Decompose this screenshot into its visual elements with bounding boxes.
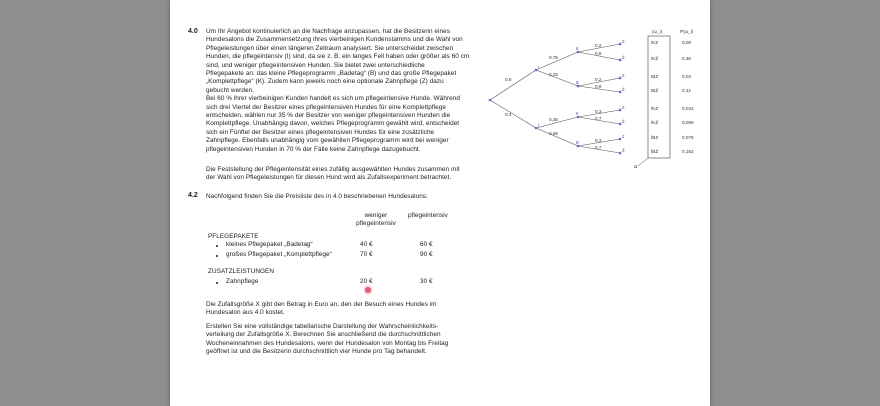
text-line: Zahnpflege. Ebenfalls unabhängig vom gewählten Pflegeprogramm wird bei weniger <box>206 137 449 145</box>
text-line: Hundesalon aus 4.0 kostet. <box>206 309 285 317</box>
text-line: sich drei Viertel der Besitzer eines pflegeintensiven Hundes für eine Komplettpflege <box>206 103 446 111</box>
leaf-tag: Z <box>622 134 625 139</box>
branch-prob-level-2: 0,75 <box>549 55 558 60</box>
tree-node <box>577 51 580 54</box>
text-line: pflegeintensiven Hunden in 70 % der Fälle keine Zahnpflege dazugebucht. <box>206 145 421 153</box>
leaf-tag: Z <box>622 73 625 78</box>
section-number-4-2: 4.2 <box>188 192 198 199</box>
tree-node <box>577 145 580 148</box>
section-number-4-0: 4.0 <box>188 28 198 35</box>
leaf-tag: Z̄ <box>622 87 625 92</box>
text-line: sind, und weniger pflegeintensiven Hunden. Sie bietet zwei unterschiedliche <box>206 61 425 69</box>
document-page <box>170 0 710 406</box>
text-line: Die Feststellung der Pflegeintensität eines zufällig ausgewählten Hundes zusammen mit <box>206 166 460 173</box>
text-line: Erstellen Sie eine vollständige tabellarische Darstellung der Wahrscheinlichkeits- <box>206 323 439 330</box>
outcome-probability: 0,09 <box>682 40 691 45</box>
tree-node <box>619 109 622 112</box>
tree-node <box>619 59 622 62</box>
item-zahnpflege-price-intensive: 30 € <box>420 278 433 285</box>
outcome-probability: 0,078 <box>682 135 694 140</box>
tree-node <box>577 116 580 119</box>
node-tag-level-2: K <box>576 46 579 51</box>
branch-prob-level-1: 0,6 <box>505 77 512 82</box>
branch-prob-level-2: 0,65 <box>549 131 558 136</box>
item-badetag-price-intensive: 60 € <box>420 241 433 248</box>
section-4-2-intro: Nachfolgend finden Sie die Preisliste des in 4.0 beschriebenen Hundesalons: <box>206 193 428 200</box>
text-line: geöffnet ist und die Besitzerin durchschnittlich vier Hunde pro Tag behandelt. <box>206 348 427 356</box>
branch-prob-level-2: 0,35 <box>549 116 558 122</box>
col-header-intensive: pflegeintensiv <box>408 212 448 219</box>
leaf-tag: Z <box>622 39 625 44</box>
tree-node <box>619 43 622 46</box>
text-line: Pflegepakete an: das kleine Pflegeprogramm „Badetag“ (B) und das große Pflegepaket <box>206 70 457 77</box>
branch-prob-level-1: 0,4 <box>505 112 512 117</box>
outcome-probability: 0,042 <box>682 106 694 111</box>
node-tag-level-1: Ī <box>538 123 540 128</box>
node-tag-level-2: K <box>576 111 579 116</box>
outcome-label: ĪBZ̄ <box>651 149 659 154</box>
text-line: „Komplettpflege“ (K). Zudem kann jeweils noch eine optionale Zahnpflege (Z) dazu <box>206 78 444 86</box>
branch-prob-level-3: 0,7 <box>595 115 602 121</box>
tree-branch <box>490 70 536 100</box>
branch-prob-level-3: 0,3 <box>595 108 602 114</box>
outcome-probability: 0,182 <box>682 149 694 154</box>
text-line: Wocheneinnahmen des Hundesalons, wenn der Hundesalon von Montag bis Freitag <box>206 339 449 347</box>
outcome-label: IBZ <box>651 74 659 79</box>
col-header-less-intensive-a: weniger <box>364 212 388 219</box>
branch-prob-level-2: 0,25 <box>549 72 558 77</box>
leaf-tag: Z <box>622 105 625 110</box>
tree-node <box>619 77 622 80</box>
branch-prob-level-3: 0,8 <box>595 84 602 89</box>
node-tag-level-1: I <box>538 65 540 70</box>
leaf-tag: Z̄ <box>622 55 625 60</box>
outcome-label: IKZ̄ <box>651 56 659 61</box>
item-badetag-price-less: 40 € <box>360 241 373 248</box>
item-komplettpflege-price-intensive: 90 € <box>420 251 433 258</box>
tree-node <box>535 69 538 72</box>
text-line: verteilung der Zufallsgröße X. Berechnen Sie anschließend die durchschnittlichen <box>206 331 441 339</box>
leaf-tag: Z̄ <box>622 148 625 153</box>
branch-prob-level-3: 0,2 <box>595 43 602 48</box>
tree-node <box>489 99 492 102</box>
text-line: Um Ihr Angebot kontinuierlich an die Nachfrage anzupassen, hat die Besitzerin eines <box>206 28 450 35</box>
text-line: Die Zufallsgröße X gibt den Betrag in Euro an, den der Besuch eines Hundes im <box>206 301 437 308</box>
item-zahnpflege-label: Zahnpflege <box>226 278 259 285</box>
item-zahnpflege-price-less: 20 € <box>360 278 373 285</box>
branch-prob-level-3: 0,3 <box>595 137 602 143</box>
text-line: gebucht werden. <box>206 86 255 94</box>
outcome-probability: 0,03 <box>682 74 691 79</box>
tree-node <box>619 152 622 155</box>
text-line: Pflegeleistungen über einen längeren Zeitraum analysiert. Sie unterscheidet zwischen <box>206 44 454 52</box>
leaf-tag: Z̄ <box>622 119 625 124</box>
text-line: entscheiden, wählen nur 35 % der Besitzer von weniger pflegeintensiven Hunden die <box>206 112 451 119</box>
tree-node <box>577 85 580 88</box>
branch-prob-level-3: 0,8 <box>595 51 602 56</box>
item-komplettpflege-price-less: 70 € <box>360 251 373 258</box>
outcome-probability: 0,36 <box>682 56 691 61</box>
branch-prob-level-3: 0,2 <box>595 77 602 82</box>
tree-branch <box>490 100 536 128</box>
text-line: Bei 60 % ihrer vierbeinigen Kunden handelt es sich um pflegeintensive Hunde. Während <box>206 95 460 103</box>
outcome-label: IKZ <box>651 40 659 45</box>
col-header-less-intensive-b: pflegeintensiv <box>356 220 396 227</box>
tree-node <box>619 91 622 94</box>
outcome-label: ĪBZ <box>651 135 659 140</box>
group-zusatzleistungen: ZUSATZLEISTUNGEN <box>208 268 275 275</box>
tree-node <box>535 127 538 130</box>
outcome-label: ĪKZ <box>651 106 659 111</box>
node-tag-level-2: B <box>576 80 579 85</box>
text-line: sich ein Fünftel der Besitzer eines pflegeintensiven Hundes für eine zusätzliche <box>206 128 435 136</box>
tree-node <box>619 123 622 126</box>
outcome-label: IBZ̄ <box>651 88 659 93</box>
tree-node <box>619 138 622 141</box>
omega-pointer <box>638 158 648 166</box>
node-tag-level-2: B <box>576 140 579 145</box>
outcome-header: (ω_i) <box>652 29 663 34</box>
text-line: Hundesalons die Zusammensetzung ihres vierbeinigen Kundenstamms und die Wahl von <box>206 36 463 44</box>
omega-label: Ω <box>634 164 638 169</box>
probability-tree <box>170 0 710 406</box>
item-komplettpflege-label: großes Pflegepaket „Komplettpflege“ <box>226 251 332 258</box>
group-pflegepakete: PFLEGEPAKETE <box>208 233 259 240</box>
outcome-probability: 0,098 <box>682 120 694 125</box>
text-line: Hunden, die pflegeintensiv (I) sind, da sie z. B. ein langes Fell haben oder größer als 60 cm <box>206 53 470 61</box>
text-line: Komplettpflege. Unabhängig davon, welches Pflegeprogramm gewählt wird, entscheidet <box>206 120 460 128</box>
outcome-label: ĪKZ̄ <box>651 120 659 125</box>
text-line: der Wahl von Pflegeleistungen für diesen Hund wird als Zufallsexperiment betrachtet. <box>206 174 452 182</box>
item-badetag-label: kleines Pflegepaket „Badetag“ <box>226 241 313 248</box>
probability-header: P(ω_i) <box>680 29 694 34</box>
branch-prob-level-3: 0,7 <box>595 144 602 150</box>
outcome-probability: 0,12 <box>682 88 691 93</box>
